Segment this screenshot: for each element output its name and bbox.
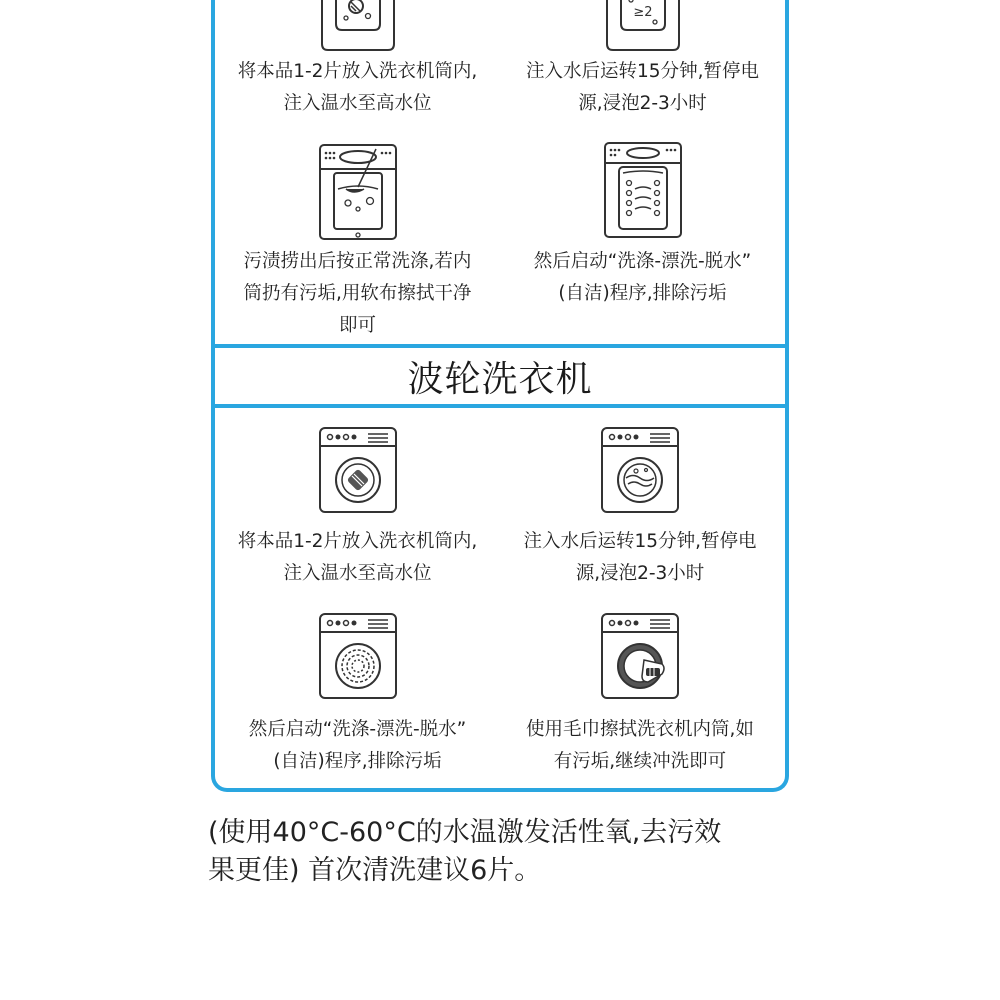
front-loader-tablet-icon bbox=[318, 426, 398, 514]
bottom-step-3 bbox=[215, 610, 500, 792]
soak-ratio-label: ≥2 bbox=[632, 5, 653, 20]
step-text-line: 筒扔有污垢,用软布擦拭干净 bbox=[243, 283, 472, 304]
front-loader-water-icon bbox=[600, 426, 680, 514]
step-text-line: 注入温水至高水位 bbox=[283, 93, 432, 114]
front-loader-spin-icon bbox=[318, 612, 398, 700]
top-step-3 bbox=[215, 140, 500, 344]
top-step-4 bbox=[500, 140, 785, 344]
step-text-line: 注入温水至高水位 bbox=[283, 563, 432, 584]
step-text-line: 注入水后运转15分钟,暂停电 bbox=[523, 531, 757, 552]
usage-note-line: (使用40°C-60°C的水温激发活性氧,去污效 bbox=[208, 817, 722, 848]
step-text-line: 源,浸泡2-3小时 bbox=[578, 93, 707, 114]
step-text-line: 将本品1-2片放入洗衣机筒内, bbox=[237, 61, 478, 82]
section-title: 波轮洗衣机 bbox=[211, 344, 789, 408]
top-loader-scoop-icon bbox=[318, 143, 398, 243]
step-text-line: (自洁)程序,排除污垢 bbox=[558, 283, 727, 304]
step-text-line: 然后启动“洗涤-漂洗-脱水” bbox=[533, 251, 752, 272]
tub-soak-icon bbox=[603, 0, 683, 52]
tub-dissolve-icon bbox=[318, 0, 398, 52]
front-loader-wipe-icon bbox=[600, 612, 680, 700]
step-text-line: 源,浸泡2-3小时 bbox=[575, 563, 705, 584]
step-text-line: 注入水后运转15分钟,暂停电 bbox=[526, 61, 759, 82]
step-text-line: 然后启动“洗涤-漂洗-脱水” bbox=[248, 719, 467, 740]
step-text-line: (自洁)程序,排除污垢 bbox=[273, 751, 442, 772]
usage-note-line: 果更佳) 首次清洗建议6片。 bbox=[208, 855, 542, 886]
bottom-step-4 bbox=[495, 610, 785, 792]
step-text-line: 污渍捞出后按正常洗涤,若内 bbox=[243, 251, 472, 272]
bottom-step-1 bbox=[215, 424, 500, 604]
top-loader-cycle-icon bbox=[603, 141, 683, 241]
step-text-line: 使用毛巾擦拭洗衣机内筒,如 bbox=[526, 719, 754, 740]
step-text-line: 将本品1-2片放入洗衣机筒内, bbox=[237, 531, 478, 552]
step-text-line: 即可 bbox=[338, 315, 376, 336]
step-text-line: 有污垢,继续冲洗即可 bbox=[553, 751, 727, 772]
bottom-step-2 bbox=[495, 424, 785, 604]
usage-note bbox=[208, 814, 808, 890]
